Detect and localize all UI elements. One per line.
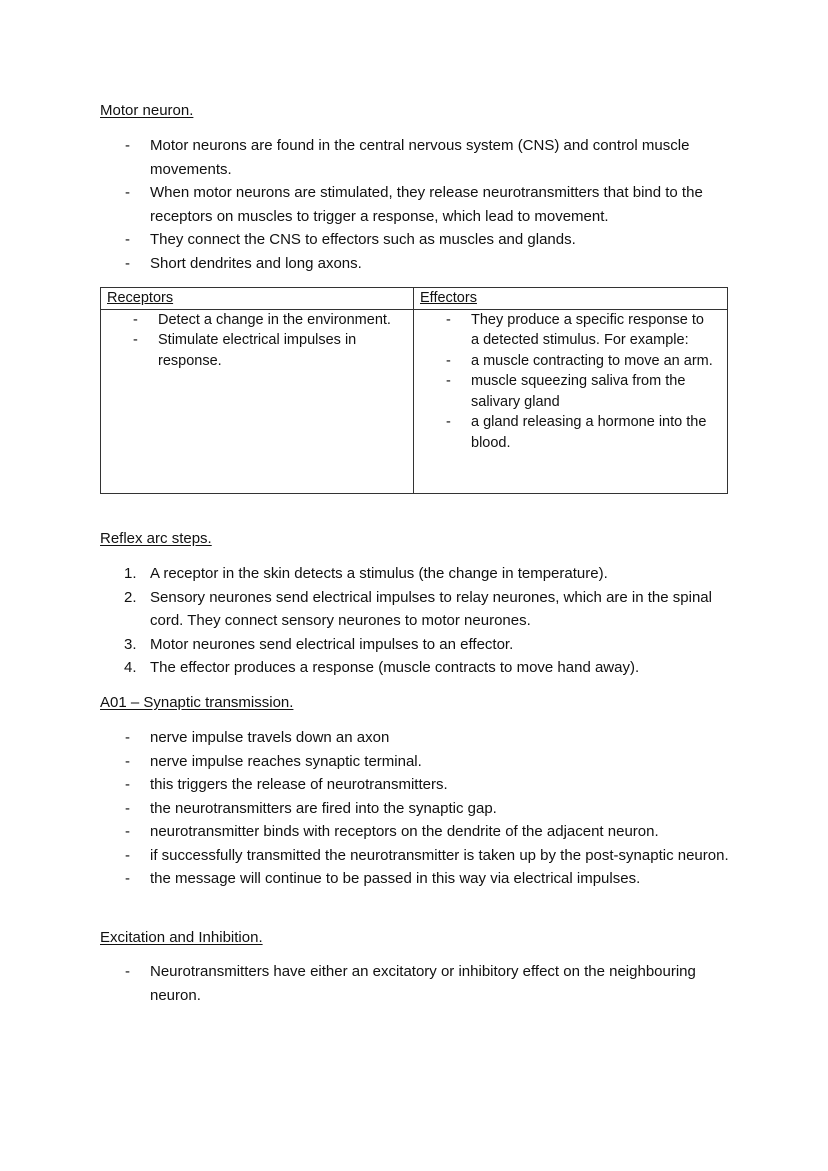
list-item: 3. Motor neurones send electrical impulses to an effector.: [124, 635, 514, 653]
receptors-cell: [101, 309, 414, 493]
list-item: - They connect the CNS to effectors such as muscles and glands.: [125, 231, 576, 248]
motor-neuron-list: [100, 134, 740, 275]
list-item: - They produce a specific response to a detected stimulus. For example:: [446, 311, 704, 348]
list-item: - Neurotransmitters have either an excitatory or inhibitory effect on the neighbouring neuron.: [125, 963, 696, 1004]
list-item: - if successfully transmitted the neurotransmitter is taken up by the post-synaptic neuron.: [125, 846, 729, 864]
effectors-cell: [414, 309, 728, 493]
receptors-header: Receptors: [101, 288, 414, 310]
list-item: - a muscle contracting to move an arm.: [446, 352, 713, 369]
motor-neuron-heading: Motor neuron.: [100, 102, 194, 119]
synaptic-transmission-heading: A01 – Synaptic transmission.: [100, 694, 294, 711]
receptors-effectors-table: [100, 287, 728, 494]
list-item: - the message will continue to be passed in this way via electrical impulses.: [125, 870, 641, 887]
excitation-inhibition-list: [100, 960, 740, 1007]
effectors-header: Effectors: [414, 288, 728, 310]
excitation-inhibition-heading: Excitation and Inhibition.: [100, 929, 263, 946]
list-item: - nerve impulse reaches synaptic terminal.: [125, 752, 422, 770]
list-item: - When motor neurons are stimulated, they release neurotransmitters that bind to the receptors on muscles to trigger a response, which lead to movement.: [125, 184, 703, 225]
list-item: - muscle squeezing saliva from the salivary gland: [446, 373, 686, 410]
list-item: 4. The effector produces a response (muscle contracts to move hand away).: [124, 659, 640, 676]
list-item: - nerve impulse travels down an axon: [125, 729, 390, 746]
list-item: 1. A receptor in the skin detects a stimulus (the change in temperature).: [124, 565, 608, 582]
synaptic-transmission-list: [100, 726, 740, 891]
list-item: - Detect a change in the environment.: [133, 311, 391, 328]
reflex-arc-steps: [100, 562, 740, 680]
list-item: - Short dendrites and long axons.: [125, 254, 362, 272]
list-item: - this triggers the release of neurotransmitters.: [125, 776, 448, 793]
list-item: - Motor neurons are found in the central nervous system (CNS) and control muscle movements.: [125, 137, 690, 178]
list-item: - a gland releasing a hormone into the blood.: [446, 414, 707, 451]
list-item: 2. Sensory neurones send electrical impulses to relay neurones, which are in the spinal cord. They connect sensory neurones to motor neurones.: [124, 588, 712, 629]
reflex-arc-heading: Reflex arc steps.: [100, 530, 212, 547]
list-item: - neurotransmitter binds with receptors on the dendrite of the adjacent neuron.: [125, 823, 659, 840]
list-item: - Stimulate electrical impulses in response.: [133, 332, 357, 369]
list-item: - the neurotransmitters are fired into the synaptic gap.: [125, 799, 497, 817]
